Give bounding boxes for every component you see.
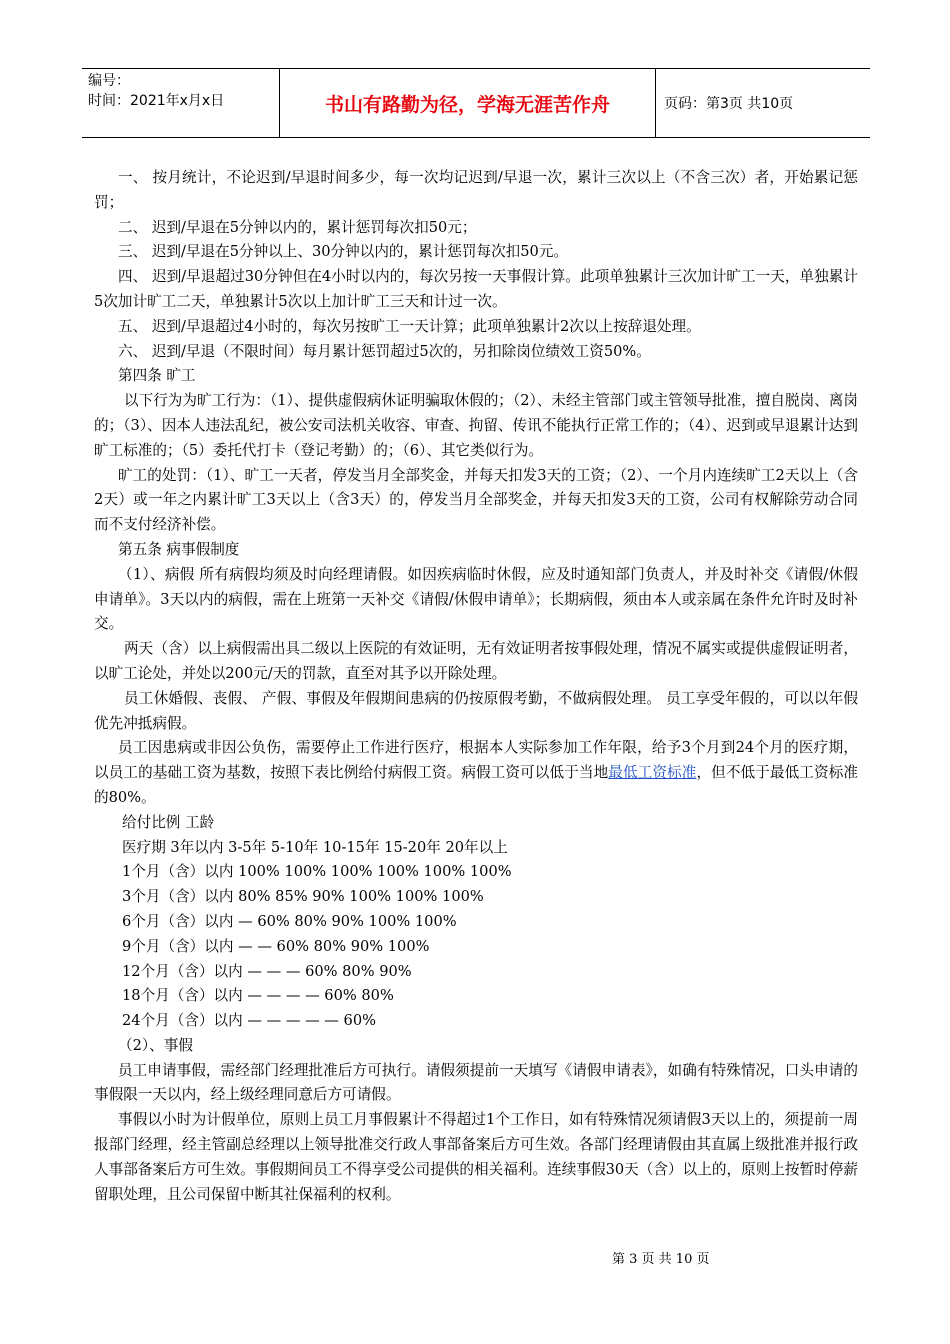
document-body [94, 166, 858, 1207]
number-label: 编号： [88, 73, 130, 89]
table-header: 医疗期 3年以内 3-5年 5-10年 10-15年 15-20年 20年以上 [122, 838, 508, 856]
paragraph: 两天（含）以上病假需出具二级以上医院的有效证明，无有效证明者按事假处理，情况不属实或提供虚假证明者，以旷工论处，并处以200元/天的罚款，直至对其予以开除处理。 [94, 640, 858, 682]
paragraph: 员工申请事假，需经部门经理批准后方可执行。请假须提前一天填写《请假申请表》，如确有特殊情况，口头申请的事假限一天以内，经上级经理同意后方可请假。 [94, 1061, 858, 1104]
table-row: 24个月（含）以内 — — — — — 60% [122, 1012, 376, 1030]
page-header [82, 68, 870, 138]
article-heading: 第五条 病事假制度 [118, 540, 240, 558]
min-wage-link[interactable]: 最低工资标准 [608, 764, 697, 782]
paragraph: 员工休婚假、丧假、 产假、事假及年假期间患病的仍按原假考勤，不做病假处理。 员工享受年假的，可以以年假优先冲抵病假。 [94, 689, 858, 732]
page-footer: 第 3 页 共 10 页 [612, 1252, 710, 1267]
paragraph: 旷工的处罚：（1）、旷工一天者，停发当月全部奖金，并每天扣发3天的工资；（2）、一个月内连续旷工2天以上（含2天）或一年之内累计旷工3天以上（含3天）的，停发当月全部奖金，并每天扣发3天的工资，公司有权解除劳动合同而不支付经济补偿。 [94, 466, 858, 534]
sub-heading: （2）、事假 [118, 1036, 193, 1054]
table-row: 1个月（含）以内 100% 100% 100% 100% 100% 100% [122, 863, 512, 881]
table-row: 12个月（含）以内 — — — 60% 80% 90% [122, 962, 412, 980]
paragraph-text: ，但不低于最低工资标准的80%。 [94, 764, 858, 806]
table-row: 9个月（含）以内 — — 60% 80% 90% 100% [122, 937, 430, 955]
table-row: 3个月（含）以内 80% 85% 90% 100% 100% 100% [122, 888, 484, 906]
paragraph: 以下行为为旷工行为：（1）、提供虚假病休证明骗取休假的；（2）、未经主管部门或主管领导批准，擅自脱岗、离岗的；（3）、因本人违法乱纪，被公安司法机关收容、审查、拘留、传讯不能执行正常工作的；（4）、迟到或早退累计达到旷工标准的；（5）委托代打卡（登记考勤）的；（6）、其它类似行为。 [94, 392, 858, 459]
paragraph: （1）、病假 所有病假均须及时向经理请假。如因疾病临时休假，应及时通知部门负责人，并及时补交《请假/休假申请单》。3天以内的病假，需在上班第一天补交《请假/休假申请单》；长期病假，须由本人或亲属在条件允许时及时补交。 [94, 565, 858, 633]
header-meta [82, 69, 280, 137]
paragraph [94, 736, 858, 810]
table-row: 18个月（含）以内 — — — — 60% 80% [122, 987, 394, 1005]
paragraph: 六、 迟到/早退（不限时间）每月累计惩罚超过5次的，另扣除岗位绩效工资50%。 [118, 342, 651, 360]
table-header: 给付比例 工龄 [122, 813, 215, 831]
article-heading: 第四条 旷工 [118, 367, 196, 385]
header-page-info: 页码：第3页 共10页 [664, 96, 794, 112]
paragraph: 二、 迟到/早退在5分钟以内的，累计惩罚每次扣50元； [118, 218, 477, 236]
time-label: 时间：2021年x月x日 [88, 93, 225, 109]
paragraph: 四、 迟到/早退超过30分钟但在4小时以内的，每次另按一天事假计算。此项单独累计三次加计旷工一天，单独累计5次加计旷工二天，单独累计5次以上加计旷工三天和计过一次。 [94, 268, 858, 310]
paragraph-text: 员工因患病或非因公负伤，需要停止工作进行医疗，根据本人实际参加工作年限，给予3个月到24个月的医疗期，以员工的基础工资为基数，按照下表比例给付病假工资。病假工资可以低于当地 [94, 739, 858, 782]
table-row: 6个月（含）以内 — 60% 80% 90% 100% 100% [122, 912, 457, 930]
sick-pay-table [94, 811, 858, 1034]
paragraph: 三、 迟到/早退在5分钟以上、30分钟以内的，累计惩罚每次扣50元。 [118, 243, 569, 261]
paragraph: 事假以小时为计假单位，原则上员工月事假累计不得超过1个工作日，如有特殊情况须请假3天以上的，须提前一周报部门经理，经主管副总经理以上领导批准交行政人事部备案后方可生效。各部门经理请假由其直属上级批准并报行政人事部备案后方可生效。事假期间员工不得享受公司提供的相关福利。连续事假30天（含）以上的，原则上按暂时停薪留职处理，且公司保留中断其社保福利的权利。 [94, 1111, 858, 1203]
header-motto: 书山有路勤为径，学海无涯苦作舟 [280, 69, 656, 137]
paragraph: 一、 按月统计，不论迟到/早退时间多少，每一次均记迟到/早退一次，累计三次以上（不含三次）者，开始累记惩罚； [94, 169, 858, 211]
paragraph: 五、 迟到/早退超过4小时的，每次另按旷工一天计算；此项单独累计2次以上按辞退处理。 [118, 317, 701, 335]
